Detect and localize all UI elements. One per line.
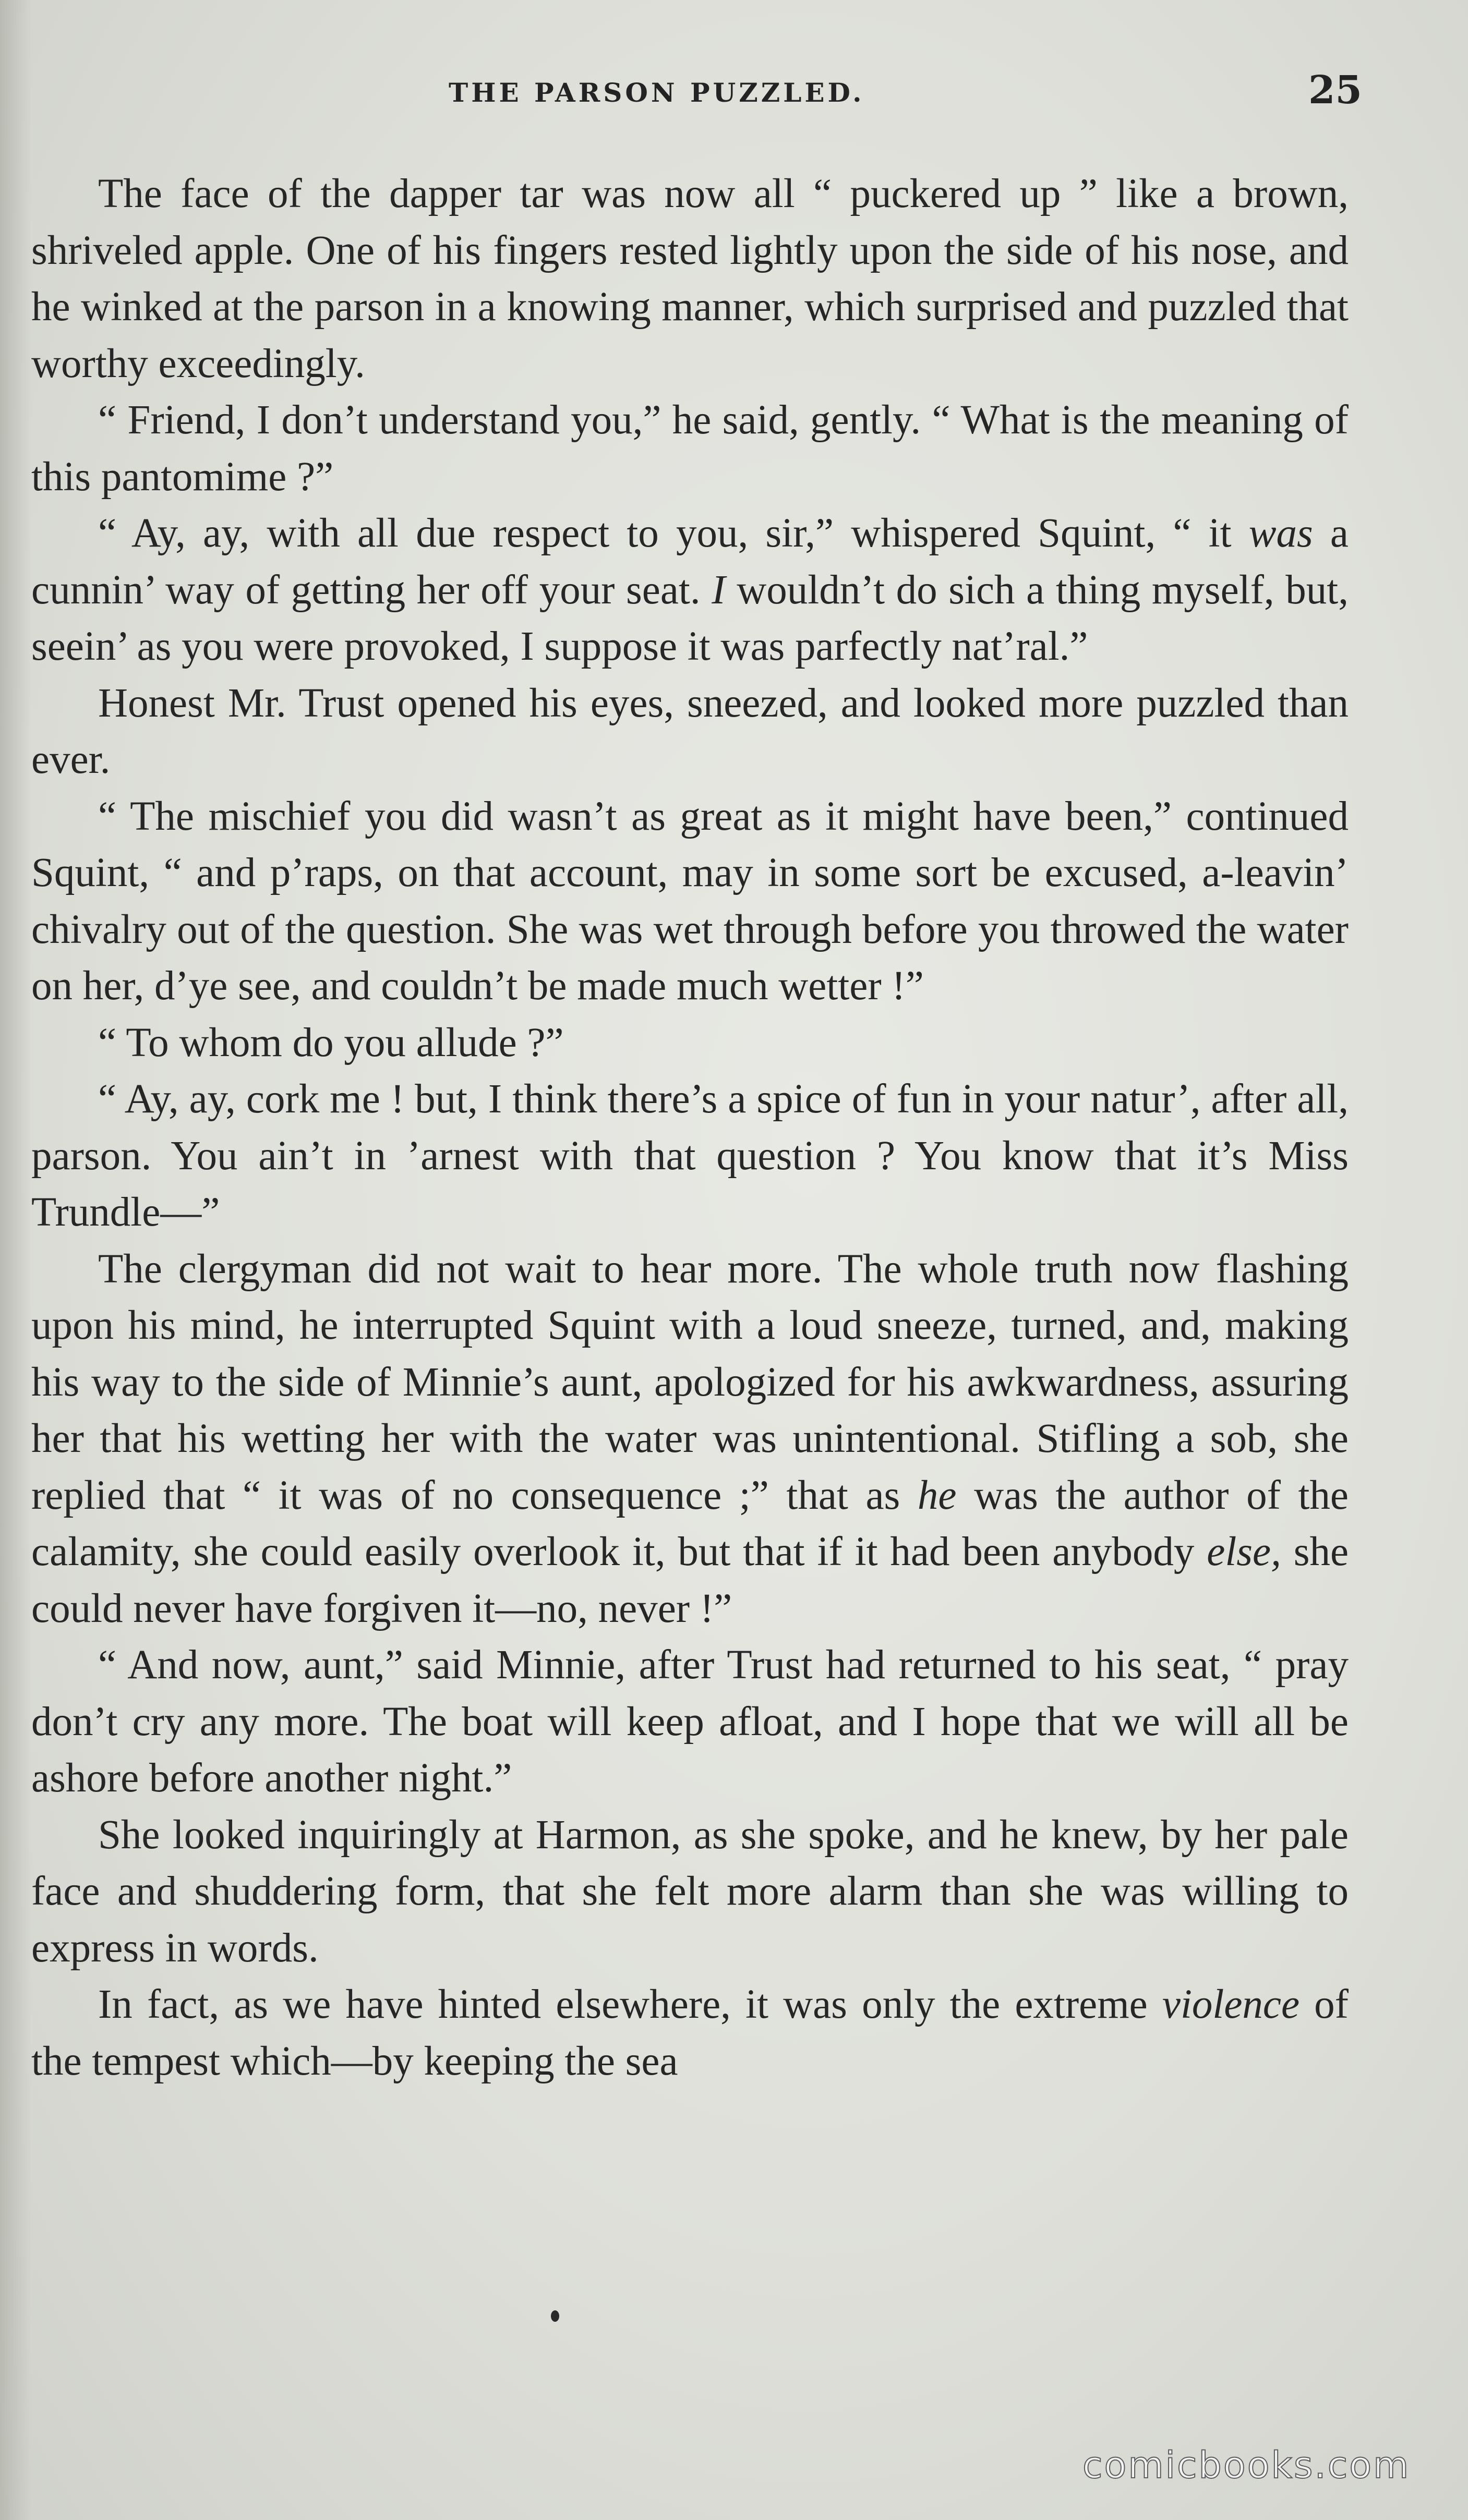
italic-text: was <box>1248 511 1313 556</box>
italic-text: he <box>917 1472 957 1518</box>
paragraph <box>31 789 1349 1015</box>
running-header <box>0 68 1468 125</box>
paragraph <box>31 392 1349 505</box>
paragraph <box>31 1637 1349 1807</box>
text-run: Honest Mr. Trust opened his eyes, sneezed, and looked more puzzled than ever. <box>31 680 1349 782</box>
italic-text: I <box>712 567 726 613</box>
text-run: she could never have forgiven it—no, never !” <box>31 1529 1349 1631</box>
text-run: “ Ay, ay, with all due respect to you, sir,” whispered Squint, “ it <box>98 511 1249 556</box>
text-run: She looked inquiringly at Harmon, as she spoke, and he knew, by her pale face and shuddering form, that she felt more alarm than she was willing to express in words. <box>31 1812 1349 1971</box>
italic-text: else, <box>1207 1529 1281 1574</box>
italic-text: violence <box>1162 1982 1300 2027</box>
text-run: The face of the dapper tar was now all “ puckered up ” like a brown, shriveled apple. One of his fingers rested lightly upon the side of his nose, and he winked at the parson in a knowing manner, which surprised and puzzled that worthy exceedingly. <box>31 171 1349 386</box>
text-run: of the tempest which—by keeping the sea <box>31 1982 1349 2084</box>
paragraph <box>31 675 1349 789</box>
text-run: a cunnin’ way of getting her off your seat. <box>31 511 1349 613</box>
ink-speck <box>551 2310 559 2322</box>
running-title: THE PARSON PUZZLED. <box>449 77 865 108</box>
watermark: comicbooks.com <box>1082 2444 1411 2487</box>
paragraph <box>31 1071 1349 1241</box>
paragraph <box>31 1241 1349 1638</box>
page-edge-shadow <box>0 0 31 2520</box>
text-run: In fact, as we have hinted elsewhere, it was only the extreme <box>98 1982 1162 2027</box>
text-run: “ To whom do you allude ?” <box>98 1020 564 1065</box>
paragraph <box>31 505 1349 675</box>
page-number: 25 <box>1308 68 1362 113</box>
text-run: “ The mischief you did wasn’t as great as it might have been,” continued Squint, “ and p’raps, on that account, may in some sort be excused, a-leavin’ chivalry out of the question. She was wet through before you throwed the water on her, d’ye see, and couldn’t be made much wetter !” <box>31 793 1349 1009</box>
text-run: The clergyman did not wait to hear more. The whole truth now flashing upon his mind, he interrupted Squint with a loud sneeze, turned, and, making his way to the side of Minnie’s aunt, apologized for his awkwardness, assuring her that his wetting her with the water was unintentional. Stifling a sob, she replied that “ it was of no consequence ;” that as <box>31 1246 1349 1518</box>
text-run: was the author of the calamity, she could easily overlook it, but that if it had been anybody <box>31 1472 1349 1574</box>
paragraph <box>31 166 1349 392</box>
text-run: “ Ay, ay, cork me ! but, I think there’s a spice of fun in your natur’, after all, parson. You ain’t in ’arnest with that question ? You know that it’s Miss Trundle—” <box>31 1076 1349 1235</box>
paragraph <box>31 1977 1349 2090</box>
paragraph <box>31 1807 1349 1977</box>
text-run: “ Friend, I don’t understand you,” he said, gently. “ What is the meaning of this pantomime ?” <box>31 397 1349 500</box>
body-text <box>31 166 1349 2090</box>
text-run: “ And now, aunt,” said Minnie, after Trust had returned to his seat, “ pray don’t cry any more. The boat will keep afloat, and I hope that we will all be ashore before another night.” <box>31 1642 1349 1801</box>
paragraph <box>31 1015 1349 1072</box>
text-run: wouldn’t do sich a thing myself, but, seein’ as you were provoked, I suppose it was parfectly nat’ral.” <box>31 567 1349 669</box>
